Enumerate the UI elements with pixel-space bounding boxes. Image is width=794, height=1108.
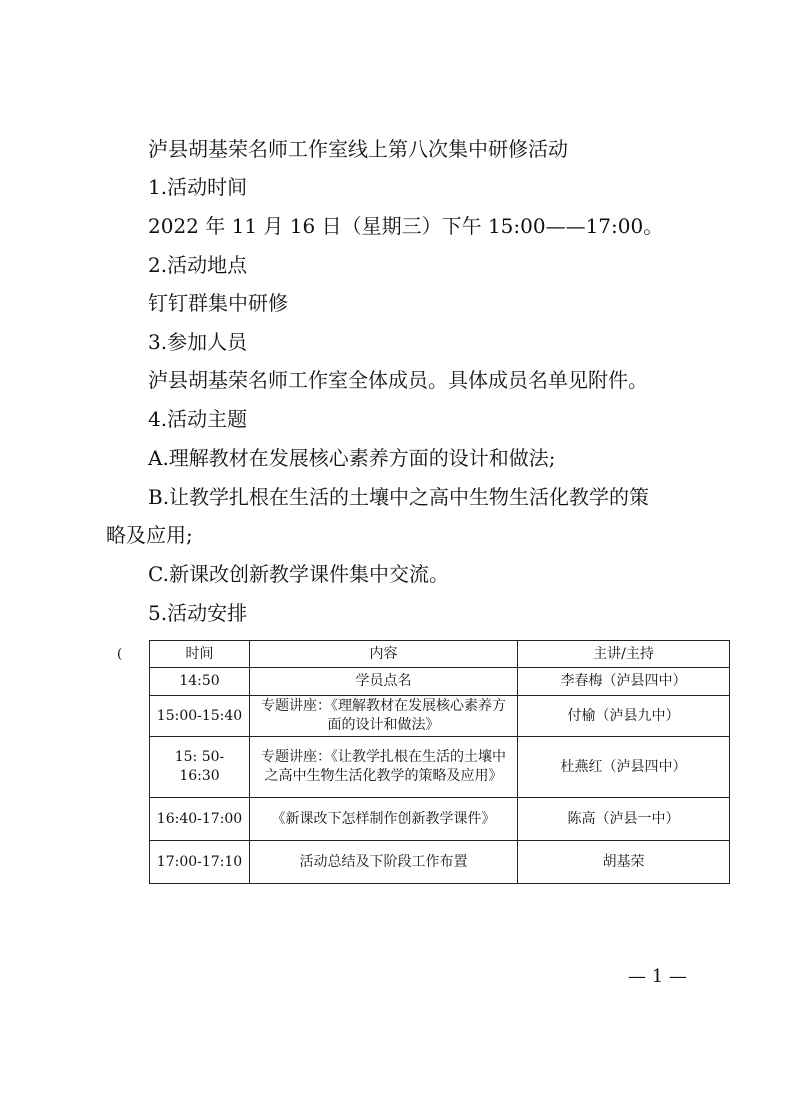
cell-content: 专题讲座：《让教学扎根在生活的土壤中之高中生物生活化教学的策略及应用》 xyxy=(250,737,518,798)
section-heading-participants: 3.参加人员 xyxy=(148,330,248,354)
stray-paren-mark: ( xyxy=(117,647,123,662)
document-title: 泸县胡基荣名师工作室线上第八次集中研修活动 xyxy=(148,137,568,161)
cell-time: 16:40-17:00 xyxy=(150,798,250,841)
cell-time: 15: 50-16:30 xyxy=(150,737,250,798)
header-time: 时间 xyxy=(150,641,250,668)
section-heading-schedule: 5.活动安排 xyxy=(148,601,248,625)
section-heading-location: 2.活动地点 xyxy=(148,253,248,277)
cell-content: 专题讲座：《理解教材在发展核心素养方面的设计和做法》 xyxy=(250,696,518,737)
cell-host: 李春梅（泸县四中） xyxy=(518,668,730,696)
theme-item-a: A.理解教材在发展核心素养方面的设计和做法; xyxy=(148,446,556,470)
header-content: 内容 xyxy=(250,641,518,668)
section-body-location: 钉钉群集中研修 xyxy=(148,291,288,315)
table-row xyxy=(150,737,730,798)
table-row xyxy=(150,696,730,737)
table-row xyxy=(150,841,730,884)
schedule-table xyxy=(149,640,730,884)
cell-content: 活动总结及下阶段工作布置 xyxy=(250,841,518,884)
theme-item-c: C.新课改创新教学课件集中交流。 xyxy=(148,562,449,586)
theme-item-b-line1: B.让教学扎根在生活的土壤中之高中生物生活化教学的策 xyxy=(148,485,650,509)
cell-host: 付榆（泸县九中） xyxy=(518,696,730,737)
cell-time: 17:00-17:10 xyxy=(150,841,250,884)
cell-content: 学员点名 xyxy=(250,668,518,696)
cell-time: 14:50 xyxy=(150,668,250,696)
cell-content: 《新课改下怎样制作创新教学课件》 xyxy=(250,798,518,841)
page-number: — 1 — xyxy=(628,966,687,987)
section-heading-theme: 4.活动主题 xyxy=(148,407,248,431)
cell-host: 杜燕红（泸县四中） xyxy=(518,737,730,798)
header-host: 主讲/主持 xyxy=(518,641,730,668)
cell-host: 陈高（泸县一中） xyxy=(518,798,730,841)
section-heading-time: 1.活动时间 xyxy=(148,175,248,199)
cell-time: 15:00-15:40 xyxy=(150,696,250,737)
section-body-participants: 泸县胡基荣名师工作室全体成员。具体成员名单见附件。 xyxy=(148,368,648,392)
section-body-time: 2022 年 11 月 16 日（星期三）下午 15:00——17:00。 xyxy=(148,214,664,238)
cell-host: 胡基荣 xyxy=(518,841,730,884)
table-header-row xyxy=(150,641,730,668)
table-row xyxy=(150,798,730,841)
table-row xyxy=(150,668,730,696)
theme-item-b-line2: 略及应用; xyxy=(106,523,193,547)
